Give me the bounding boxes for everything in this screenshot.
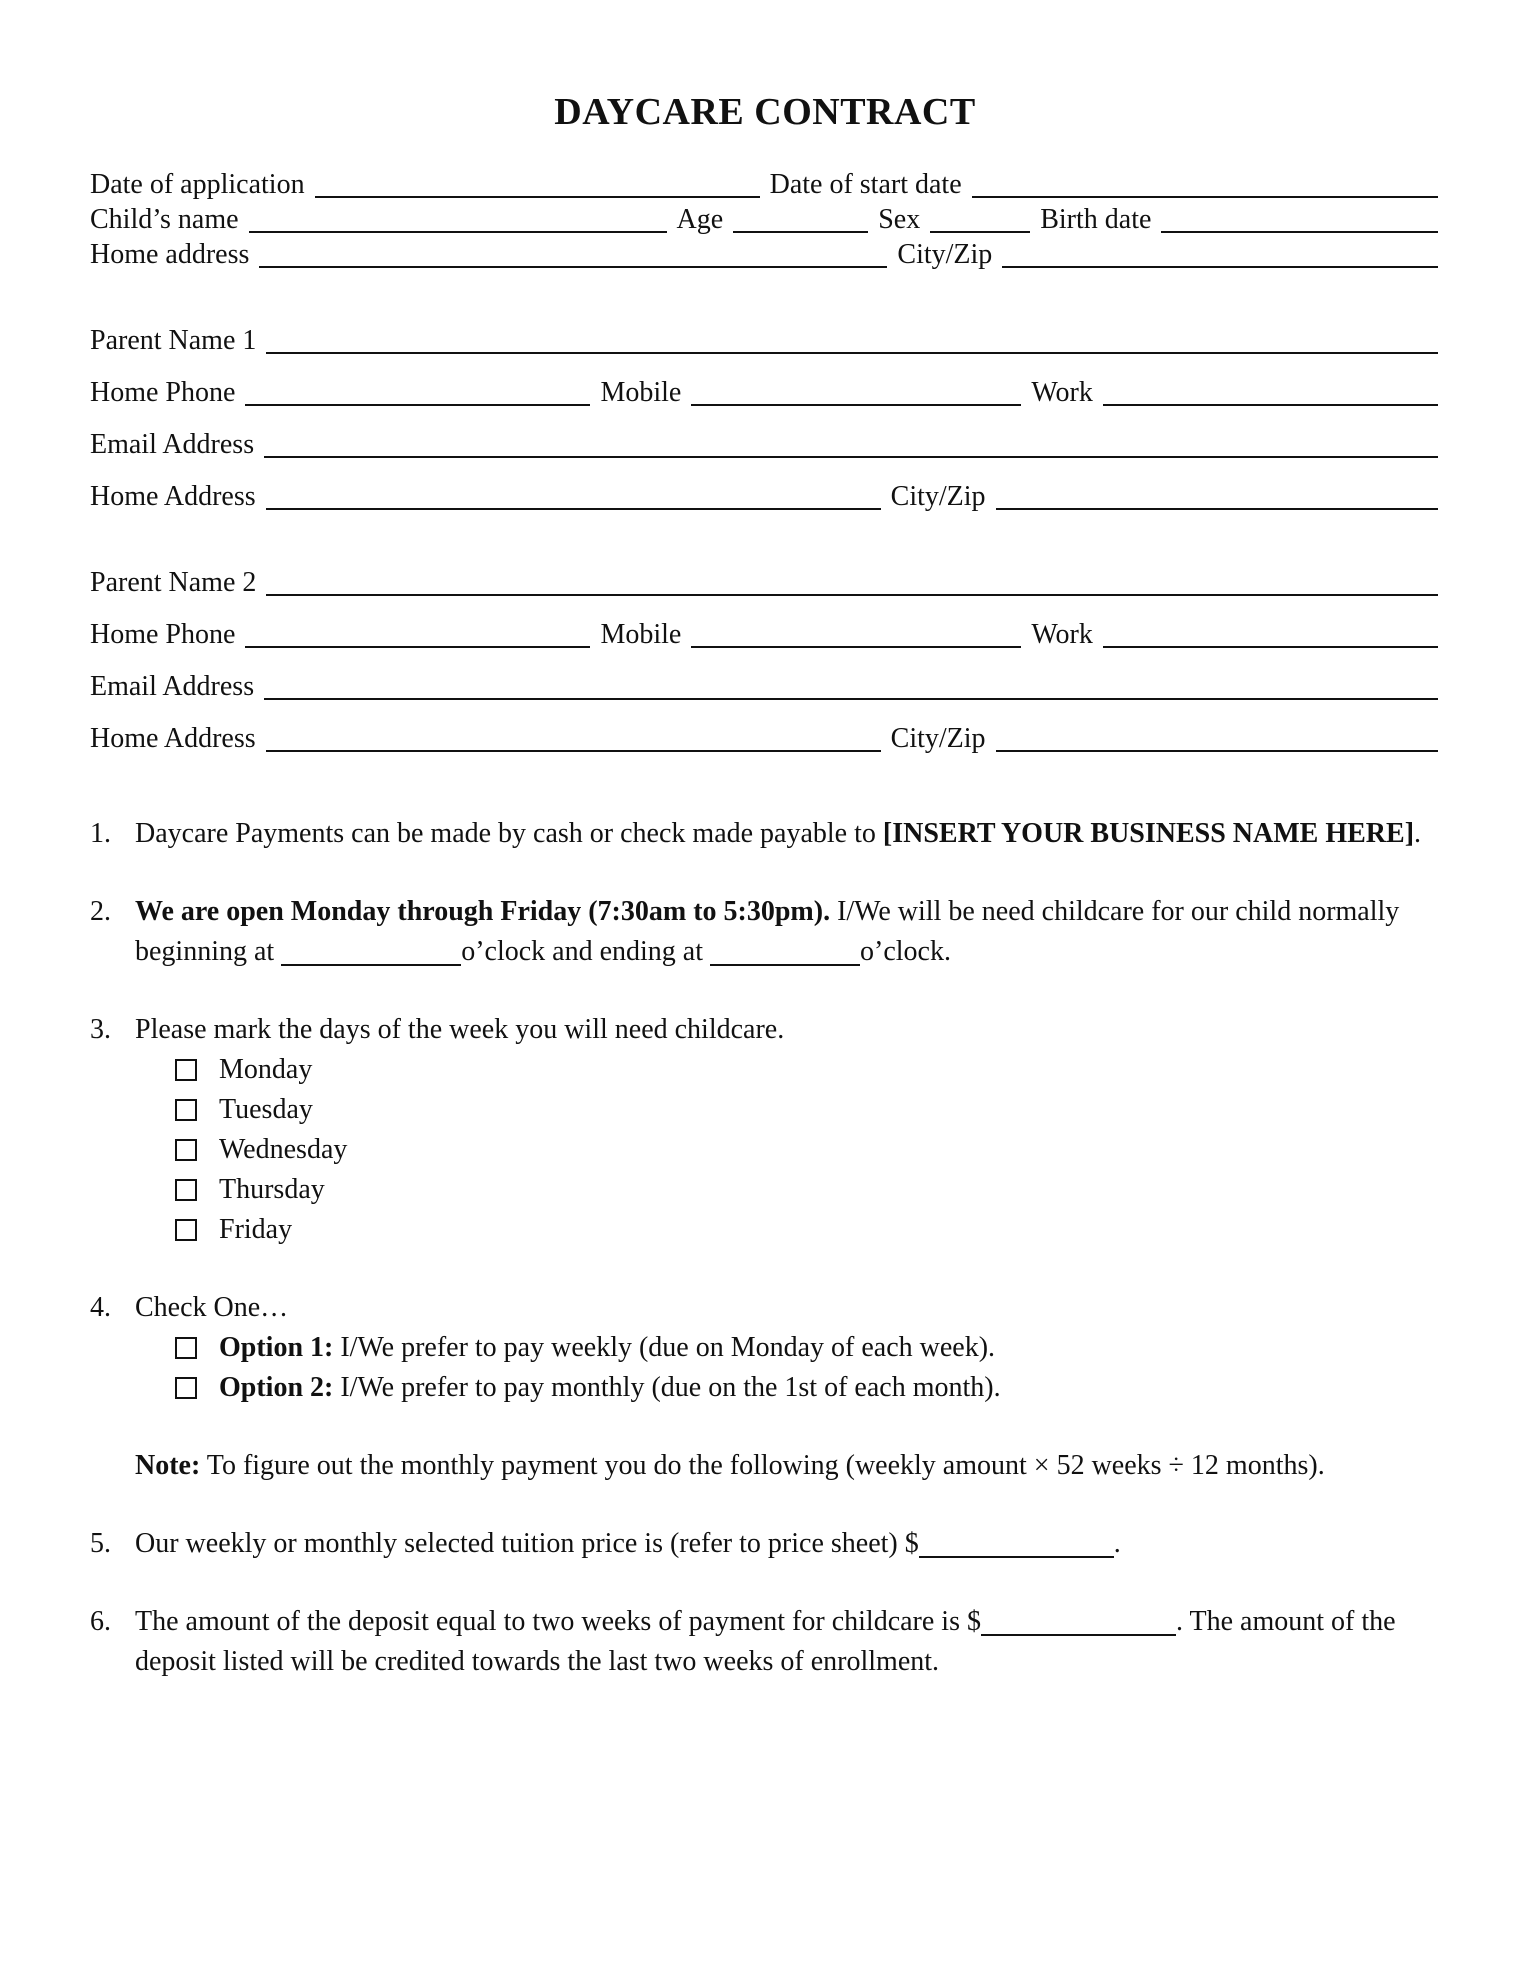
payment-text: Daycare Payments can be made by cash or check made payable to xyxy=(135,818,883,849)
home-address-label: Home address xyxy=(90,239,250,270)
option-1-title: Option 1: xyxy=(219,1332,334,1363)
parent1-name-label: Parent Name 1 xyxy=(90,325,257,356)
date-of-application-label: Date of application xyxy=(90,169,305,200)
age-label: Age xyxy=(676,204,724,235)
parent2-name-field[interactable] xyxy=(266,568,1438,596)
day-thursday[interactable] xyxy=(175,1170,1440,1210)
page-title: DAYCARE CONTRACT xyxy=(554,91,976,133)
date-of-application-field[interactable] xyxy=(315,170,760,198)
note-text: To figure out the monthly payment you do the following (weekly amount × 52 weeks ÷ 12 months). xyxy=(200,1450,1325,1481)
term-number: 4. xyxy=(90,1292,111,1323)
parent2-email-label: Email Address xyxy=(90,671,255,702)
end-time-field[interactable] xyxy=(710,936,860,966)
sex-label: Sex xyxy=(878,204,921,235)
parent1-email-label: Email Address xyxy=(90,429,255,460)
date-of-start-field[interactable] xyxy=(972,170,1438,198)
option-1-text: I/We prefer to pay weekly (due on Monday of each week). xyxy=(333,1332,996,1363)
parent2-work-label: Work xyxy=(1031,619,1093,650)
term-number: 6. xyxy=(90,1606,111,1637)
day-friday[interactable] xyxy=(175,1210,1440,1250)
option-1-label xyxy=(219,1328,995,1368)
checkbox-icon[interactable] xyxy=(175,1219,197,1241)
parent2-city-zip-label: City/Zip xyxy=(890,723,986,754)
parent1-home-phone-field[interactable] xyxy=(245,378,590,406)
parent2-phone-row xyxy=(90,618,1438,652)
parent1-phone-row xyxy=(90,376,1438,410)
checkbox-icon[interactable] xyxy=(175,1059,197,1081)
begin-time-field[interactable] xyxy=(281,936,461,966)
application-dates-row xyxy=(90,168,1438,202)
birth-date-field[interactable] xyxy=(1161,205,1438,233)
parent1-home-address-field[interactable] xyxy=(266,482,881,510)
parent2-mobile-field[interactable] xyxy=(691,620,1021,648)
parent1-work-field[interactable] xyxy=(1103,378,1438,406)
term-text xyxy=(135,1010,1440,1250)
term-number: 2. xyxy=(90,896,111,927)
day-label: Wednesday xyxy=(219,1134,348,1165)
period: . xyxy=(1113,1528,1121,1559)
parent1-mobile-field[interactable] xyxy=(691,378,1021,406)
option-2-text: I/We prefer to pay monthly (due on the 1st of each month). xyxy=(333,1372,1001,1403)
option-1[interactable] xyxy=(175,1328,1440,1368)
term-4 xyxy=(90,1288,1440,1408)
check-one-text: Check One… xyxy=(135,1292,289,1323)
term-number: 3. xyxy=(90,1014,111,1045)
parent1-mobile-label: Mobile xyxy=(600,377,682,408)
checkbox-icon[interactable] xyxy=(175,1179,197,1201)
tuition-price-field[interactable] xyxy=(919,1528,1114,1558)
term-text xyxy=(135,1524,1440,1564)
option-2[interactable] xyxy=(175,1368,1440,1408)
note-label: Note: xyxy=(135,1450,201,1481)
parent1-home-address-label: Home Address xyxy=(90,481,256,512)
parent2-name-row xyxy=(90,566,1438,600)
deposit-amount-field[interactable] xyxy=(981,1606,1176,1636)
childs-name-field[interactable] xyxy=(249,205,667,233)
checkbox-icon[interactable] xyxy=(175,1337,197,1359)
term-text xyxy=(135,1602,1440,1682)
days-instruction: Please mark the days of the week you will need childcare. xyxy=(135,1014,785,1045)
term-2 xyxy=(90,892,1440,972)
checkbox-icon[interactable] xyxy=(175,1139,197,1161)
term-text xyxy=(135,1288,1440,1408)
term-5 xyxy=(90,1524,1440,1564)
parent1-work-label: Work xyxy=(1031,377,1093,408)
day-tuesday[interactable] xyxy=(175,1090,1440,1130)
parent2-email-field[interactable] xyxy=(264,672,1438,700)
ending-text: o’clock and ending at xyxy=(461,936,711,967)
city-zip-label: City/Zip xyxy=(897,239,993,270)
hours-text: We are open Monday through Friday (7:30am to 5:30pm). xyxy=(135,896,831,927)
parent1-address-row xyxy=(90,480,1438,514)
parent2-home-address-label: Home Address xyxy=(90,723,256,754)
childcare-need-text: I/We will be need childcare for our child normally beginning at xyxy=(135,896,1400,967)
day-label: Friday xyxy=(219,1214,293,1245)
option-2-title: Option 2: xyxy=(219,1372,334,1403)
parent2-name-label: Parent Name 2 xyxy=(90,567,257,598)
parent2-email-row xyxy=(90,670,1438,704)
parent1-name-field[interactable] xyxy=(266,326,1438,354)
age-field[interactable] xyxy=(733,205,868,233)
tuition-text: Our weekly or monthly selected tuition price is (refer to price sheet) $ xyxy=(135,1528,919,1559)
checkbox-icon[interactable] xyxy=(175,1377,197,1399)
date-of-start-label: Date of start date xyxy=(769,169,962,200)
day-label: Monday xyxy=(219,1054,313,1085)
parent2-home-phone-field[interactable] xyxy=(245,620,590,648)
child-info-row xyxy=(90,203,1438,237)
parent2-home-address-field[interactable] xyxy=(266,724,881,752)
childs-name-label: Child’s name xyxy=(90,204,239,235)
parent1-email-field[interactable] xyxy=(264,430,1438,458)
term-3 xyxy=(90,1010,1440,1250)
checkbox-icon[interactable] xyxy=(175,1099,197,1121)
parent2-work-field[interactable] xyxy=(1103,620,1438,648)
term-6 xyxy=(90,1602,1440,1682)
birth-date-label: Birth date xyxy=(1040,204,1152,235)
parent1-email-row xyxy=(90,428,1438,462)
parent2-home-phone-label: Home Phone xyxy=(90,619,236,650)
term-1 xyxy=(90,814,1440,854)
sex-field[interactable] xyxy=(930,205,1030,233)
note xyxy=(135,1446,1440,1486)
contract-terms xyxy=(90,814,1440,1720)
parent2-city-zip-field[interactable] xyxy=(996,724,1438,752)
day-label: Thursday xyxy=(219,1174,325,1205)
parent1-city-zip-field[interactable] xyxy=(996,482,1438,510)
business-name-placeholder: [INSERT YOUR BUSINESS NAME HERE] xyxy=(882,818,1415,849)
home-address-field[interactable] xyxy=(259,240,887,268)
child-address-row xyxy=(90,238,1438,272)
parent1-home-phone-label: Home Phone xyxy=(90,377,236,408)
period: . xyxy=(1414,818,1422,849)
option-2-label xyxy=(219,1368,1001,1408)
parent2-address-row xyxy=(90,722,1438,756)
city-zip-field[interactable] xyxy=(1002,240,1438,268)
parent1-city-zip-label: City/Zip xyxy=(890,481,986,512)
term-number: 5. xyxy=(90,1528,111,1559)
day-monday[interactable] xyxy=(175,1050,1440,1090)
deposit-text: The amount of the deposit equal to two weeks of payment for childcare is $ xyxy=(135,1606,981,1637)
parent1-name-row xyxy=(90,324,1438,358)
parent2-mobile-label: Mobile xyxy=(600,619,682,650)
deposit-credit-text: . The amount of the deposit listed will be credited towards the last two weeks of enrollment. xyxy=(135,1606,1396,1677)
term-text xyxy=(135,892,1440,972)
day-wednesday[interactable] xyxy=(175,1130,1440,1170)
oclock-text: o’clock. xyxy=(860,936,951,967)
term-text xyxy=(135,814,1440,854)
day-label: Tuesday xyxy=(219,1094,313,1125)
term-number: 1. xyxy=(90,818,111,849)
